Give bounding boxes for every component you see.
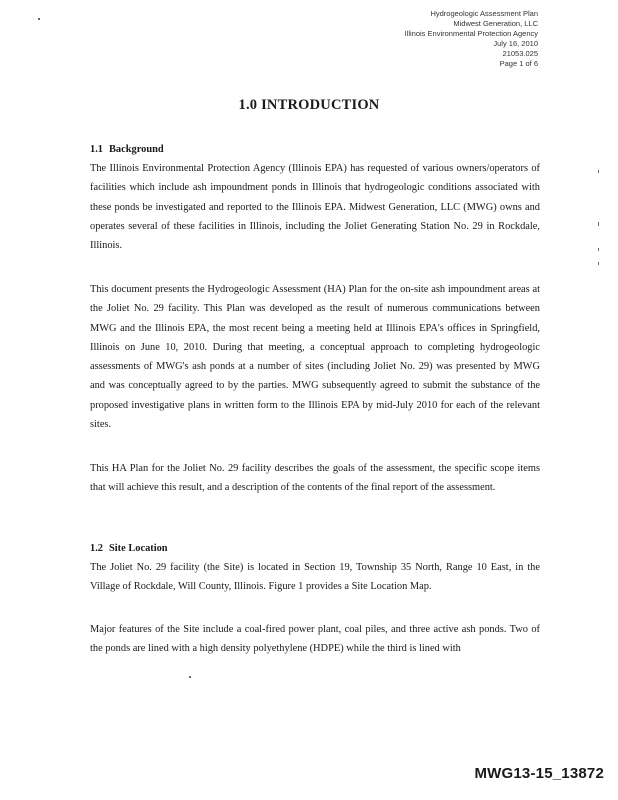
paragraph-background-1: The Illinois Environmental Protection Agency (Illinois EPA) has requested of various owners/operators of facilities which include ash impoundment ponds in Illinois that hydrogeologic conditions associated with these ponds be investigated and reported to the Illinois EPA. Midwest Generation, LLC (MWG) owns and operates several of these facilities in Illinois, including the Joliet Generating Station No. 29 in Rockdale, Illinois.: [90, 163, 540, 252]
header-project-number: 21053.025: [502, 49, 538, 58]
paragraph-background-3: This HA Plan for the Joliet No. 29 facility describes the goals of the assessment, the specific scope items that will achieve this result, and a description of the contents of the final report of the assessment.: [90, 463, 540, 494]
header-company: Midwest Generation, LLC: [453, 19, 538, 28]
page-title: 1.0 INTRODUCTION: [238, 97, 380, 113]
section-heading-site-location: 1.2 Site Location: [90, 543, 168, 554]
header-date: July 16, 2010: [493, 39, 538, 48]
scan-speck: [598, 248, 599, 251]
bates-number: MWG13-15_13872: [474, 765, 604, 782]
page-header: [405, 9, 538, 69]
header-doc-title: Hydrogeologic Assessment Plan: [430, 9, 538, 18]
header-agency: Illinois Environmental Protection Agency: [404, 29, 538, 38]
scan-speck: [598, 170, 599, 173]
paragraph-site-location-2: Major features of the Site include a coal-fired power plant, coal piles, and three active ash ponds. Two of the ponds are lined with a high density polyethylene (HDPE) while the third is lined with: [90, 624, 540, 655]
scan-speck: [598, 262, 599, 265]
header-page-number: Page 1 of 6: [499, 59, 538, 68]
scan-speck: [38, 18, 40, 20]
section-heading-background: 1.1 Background: [90, 144, 164, 155]
scan-speck: [189, 676, 191, 678]
paragraph-background-2: This document presents the Hydrogeologic Assessment (HA) Plan for the on-site ash impoundment areas at the Joliet No. 29 facility. This Plan was developed as the result of numerous communications between MWG and the Illinois EPA, the most recent being a meeting held at Illinois EPA's offices in Springfield, Illinois on June 10, 2010. During that meeting, a conceptual approach to completing hydrogeologic assessments of MWG's ash ponds at a number of sites (including Joliet No. 29) was presented by MWG and was conceptually agreed to by the parties. MWG subsequently agreed to submit the substance of the proposed investigative plans in written form to the Illinois EPA by mid-July 2010 for each of the relevant sites.: [90, 284, 540, 431]
paragraph-site-location-1: The Joliet No. 29 facility (the Site) is located in Section 19, Township 35 North, Range 10 East, in the Village of Rockdale, Will County, Illinois. Figure 1 provides a Site Location Map.: [90, 562, 540, 593]
scan-speck: [598, 222, 599, 226]
